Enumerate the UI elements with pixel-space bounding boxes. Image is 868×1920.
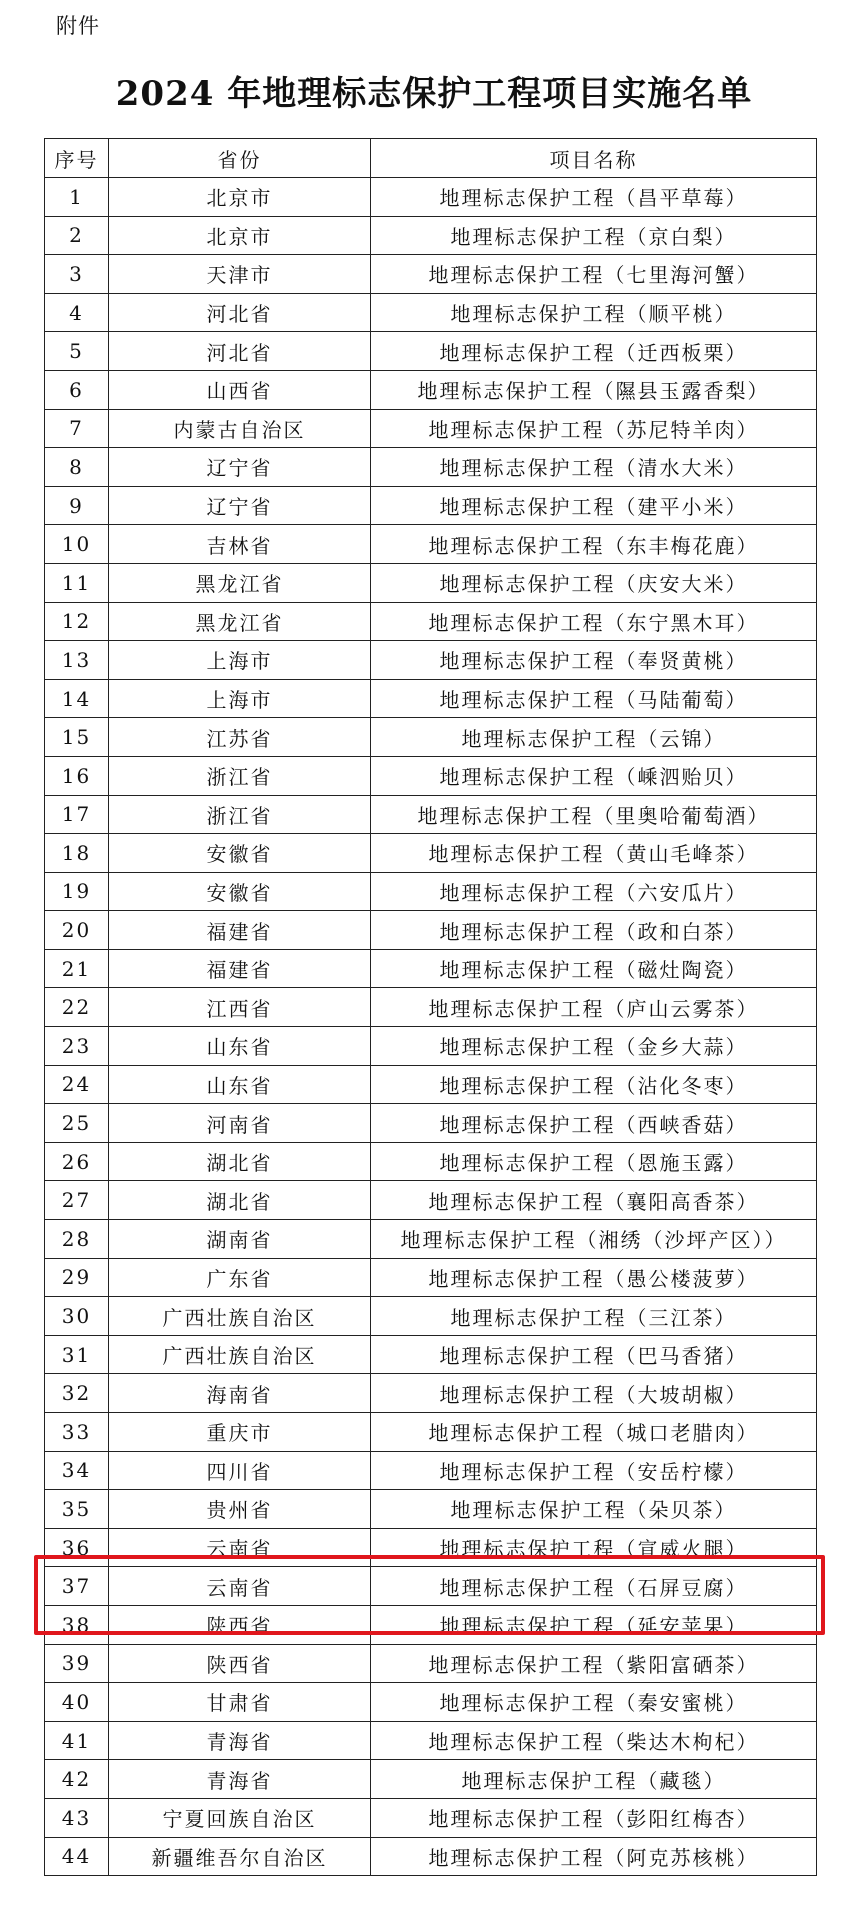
row-number: 29 <box>45 1258 109 1297</box>
row-province: 广西壮族自治区 <box>109 1297 371 1336</box>
row-province: 甘肃省 <box>109 1683 371 1722</box>
row-province: 四川省 <box>109 1451 371 1490</box>
row-project-name: 地理标志保护工程（京白梨） <box>371 216 817 255</box>
row-province: 海南省 <box>109 1374 371 1413</box>
row-province: 河南省 <box>109 1104 371 1143</box>
row-province: 云南省 <box>109 1567 371 1606</box>
header-serial-number: 序号 <box>45 139 109 178</box>
row-project-name: 地理标志保护工程（巴马香猪） <box>371 1335 817 1374</box>
row-number: 27 <box>45 1181 109 1220</box>
row-project-name: 地理标志保护工程（七里海河蟹） <box>371 255 817 294</box>
row-project-name: 地理标志保护工程（奉贤黄桃） <box>371 641 817 680</box>
row-project-name: 地理标志保护工程（里奥哈葡萄酒） <box>371 795 817 834</box>
row-province: 上海市 <box>109 641 371 680</box>
row-project-name: 地理标志保护工程（马陆葡萄） <box>371 679 817 718</box>
row-number: 43 <box>45 1798 109 1837</box>
table-row <box>45 795 817 834</box>
row-project-name: 地理标志保护工程（城口老腊肉） <box>371 1413 817 1452</box>
table-row <box>45 602 817 641</box>
table-row <box>45 1181 817 1220</box>
row-number: 2 <box>45 216 109 255</box>
row-number: 44 <box>45 1837 109 1876</box>
table-row <box>45 718 817 757</box>
table-row <box>45 1490 817 1529</box>
table-row <box>45 1721 817 1760</box>
row-number: 33 <box>45 1413 109 1452</box>
row-number: 1 <box>45 178 109 217</box>
row-project-name: 地理标志保护工程（湘绣（沙坪产区）） <box>371 1220 817 1259</box>
row-province: 安徽省 <box>109 834 371 873</box>
row-project-name: 地理标志保护工程（襄阳高香茶） <box>371 1181 817 1220</box>
table-row <box>45 409 817 448</box>
row-number: 13 <box>45 641 109 680</box>
row-province: 北京市 <box>109 216 371 255</box>
row-project-name: 地理标志保护工程（黄山毛峰茶） <box>371 834 817 873</box>
table-row <box>45 1760 817 1799</box>
table-row <box>45 255 817 294</box>
row-project-name: 地理标志保护工程（庆安大米） <box>371 563 817 602</box>
row-province: 青海省 <box>109 1760 371 1799</box>
row-project-name: 地理标志保护工程（石屏豆腐） <box>371 1567 817 1606</box>
row-project-name: 地理标志保护工程（东宁黑木耳） <box>371 602 817 641</box>
table-row <box>45 988 817 1027</box>
table-row <box>45 872 817 911</box>
row-number: 35 <box>45 1490 109 1529</box>
row-project-name: 地理标志保护工程（庐山云雾茶） <box>371 988 817 1027</box>
table-row <box>45 1297 817 1336</box>
row-province: 浙江省 <box>109 756 371 795</box>
row-number: 38 <box>45 1605 109 1644</box>
row-province: 辽宁省 <box>109 448 371 487</box>
table-row <box>45 911 817 950</box>
highlight-box-yunnan <box>34 1555 825 1635</box>
row-number: 28 <box>45 1220 109 1259</box>
table-row <box>45 834 817 873</box>
row-number: 15 <box>45 718 109 757</box>
row-project-name: 地理标志保护工程（苏尼特羊肉） <box>371 409 817 448</box>
row-province: 贵州省 <box>109 1490 371 1529</box>
table-row <box>45 178 817 217</box>
row-number: 19 <box>45 872 109 911</box>
row-number: 37 <box>45 1567 109 1606</box>
row-project-name: 地理标志保护工程（恩施玉露） <box>371 1142 817 1181</box>
row-project-name: 地理标志保护工程（宣威火腿） <box>371 1528 817 1567</box>
table-row <box>45 1837 817 1876</box>
table-row <box>45 563 817 602</box>
row-number: 11 <box>45 563 109 602</box>
row-number: 23 <box>45 1027 109 1066</box>
row-province: 青海省 <box>109 1721 371 1760</box>
row-project-name: 地理标志保护工程（柴达木枸杞） <box>371 1721 817 1760</box>
row-province: 河北省 <box>109 332 371 371</box>
row-number: 17 <box>45 795 109 834</box>
row-province: 黑龙江省 <box>109 563 371 602</box>
row-project-name: 地理标志保护工程（愚公楼菠萝） <box>371 1258 817 1297</box>
table-row <box>45 1142 817 1181</box>
row-province: 陕西省 <box>109 1644 371 1683</box>
row-number: 18 <box>45 834 109 873</box>
row-number: 9 <box>45 486 109 525</box>
table-row <box>45 1374 817 1413</box>
table-row <box>45 293 817 332</box>
row-province: 宁夏回族自治区 <box>109 1798 371 1837</box>
row-province: 重庆市 <box>109 1413 371 1452</box>
row-number: 7 <box>45 409 109 448</box>
row-number: 20 <box>45 911 109 950</box>
row-province: 福建省 <box>109 911 371 950</box>
row-number: 25 <box>45 1104 109 1143</box>
row-number: 39 <box>45 1644 109 1683</box>
row-number: 40 <box>45 1683 109 1722</box>
row-province: 山东省 <box>109 1027 371 1066</box>
row-number: 32 <box>45 1374 109 1413</box>
row-province: 山东省 <box>109 1065 371 1104</box>
row-number: 30 <box>45 1297 109 1336</box>
row-number: 8 <box>45 448 109 487</box>
table-row <box>45 1683 817 1722</box>
row-number: 31 <box>45 1335 109 1374</box>
table-row <box>45 1451 817 1490</box>
row-province: 浙江省 <box>109 795 371 834</box>
row-project-name: 地理标志保护工程（政和白茶） <box>371 911 817 950</box>
row-province: 湖北省 <box>109 1142 371 1181</box>
row-number: 24 <box>45 1065 109 1104</box>
row-number: 26 <box>45 1142 109 1181</box>
row-project-name: 地理标志保护工程（磁灶陶瓷） <box>371 949 817 988</box>
row-province: 广西壮族自治区 <box>109 1335 371 1374</box>
row-province: 天津市 <box>109 255 371 294</box>
row-project-name: 地理标志保护工程（彭阳红梅杏） <box>371 1798 817 1837</box>
row-project-name: 地理标志保护工程（六安瓜片） <box>371 872 817 911</box>
table-row <box>45 216 817 255</box>
row-province: 黑龙江省 <box>109 602 371 641</box>
row-project-name: 地理标志保护工程（清水大米） <box>371 448 817 487</box>
row-number: 14 <box>45 679 109 718</box>
row-number: 42 <box>45 1760 109 1799</box>
row-project-name: 地理标志保护工程（朵贝茶） <box>371 1490 817 1529</box>
table-row <box>45 949 817 988</box>
header-project-name: 项目名称 <box>371 139 817 178</box>
row-project-name: 地理标志保护工程（藏毯） <box>371 1760 817 1799</box>
row-project-name: 地理标志保护工程（隰县玉露香梨） <box>371 370 817 409</box>
row-province: 江西省 <box>109 988 371 1027</box>
table-row <box>45 1644 817 1683</box>
row-project-name: 地理标志保护工程（昌平草莓） <box>371 178 817 217</box>
row-number: 21 <box>45 949 109 988</box>
row-project-name: 地理标志保护工程（建平小米） <box>371 486 817 525</box>
table-row <box>45 486 817 525</box>
table-row <box>45 525 817 564</box>
table-row <box>45 641 817 680</box>
row-project-name: 地理标志保护工程（紫阳富硒茶） <box>371 1644 817 1683</box>
row-project-name: 地理标志保护工程（金乡大蒜） <box>371 1027 817 1066</box>
row-number: 6 <box>45 370 109 409</box>
row-project-name: 地理标志保护工程（沾化冬枣） <box>371 1065 817 1104</box>
row-province: 江苏省 <box>109 718 371 757</box>
row-project-name: 地理标志保护工程（迁西板栗） <box>371 332 817 371</box>
table-row <box>45 332 817 371</box>
row-number: 12 <box>45 602 109 641</box>
row-province: 广东省 <box>109 1258 371 1297</box>
row-number: 3 <box>45 255 109 294</box>
row-province: 北京市 <box>109 178 371 217</box>
row-province: 新疆维吾尔自治区 <box>109 1837 371 1876</box>
row-province: 上海市 <box>109 679 371 718</box>
row-project-name: 地理标志保护工程（阿克苏核桃） <box>371 1837 817 1876</box>
table-row <box>45 679 817 718</box>
row-project-name: 地理标志保护工程（嵊泗贻贝） <box>371 756 817 795</box>
row-project-name: 地理标志保护工程（顺平桃） <box>371 293 817 332</box>
row-number: 4 <box>45 293 109 332</box>
row-number: 34 <box>45 1451 109 1490</box>
table-row <box>45 1798 817 1837</box>
table-row <box>45 756 817 795</box>
row-project-name: 地理标志保护工程（三江茶） <box>371 1297 817 1336</box>
table-row <box>45 1220 817 1259</box>
row-number: 41 <box>45 1721 109 1760</box>
row-province: 辽宁省 <box>109 486 371 525</box>
row-province: 福建省 <box>109 949 371 988</box>
row-project-name: 地理标志保护工程（云锦） <box>371 718 817 757</box>
row-province: 吉林省 <box>109 525 371 564</box>
row-province: 云南省 <box>109 1528 371 1567</box>
table-row <box>45 370 817 409</box>
table-row <box>45 1413 817 1452</box>
row-province: 湖南省 <box>109 1220 371 1259</box>
row-number: 16 <box>45 756 109 795</box>
row-number: 10 <box>45 525 109 564</box>
row-number: 5 <box>45 332 109 371</box>
row-project-name: 地理标志保护工程（大坡胡椒） <box>371 1374 817 1413</box>
table-row <box>45 1104 817 1143</box>
table-row <box>45 1065 817 1104</box>
row-province: 陕西省 <box>109 1605 371 1644</box>
row-project-name: 地理标志保护工程（东丰梅花鹿） <box>371 525 817 564</box>
row-project-name: 地理标志保护工程（延安苹果） <box>371 1605 817 1644</box>
row-number: 22 <box>45 988 109 1027</box>
row-project-name: 地理标志保护工程（西峡香菇） <box>371 1104 817 1143</box>
row-province: 安徽省 <box>109 872 371 911</box>
table-row <box>45 448 817 487</box>
attachment-label: 附件 <box>56 14 100 38</box>
row-province: 山西省 <box>109 370 371 409</box>
row-number: 36 <box>45 1528 109 1567</box>
row-province: 河北省 <box>109 293 371 332</box>
table-row <box>45 1258 817 1297</box>
table-row <box>45 1027 817 1066</box>
header-province: 省份 <box>109 139 371 178</box>
row-province: 内蒙古自治区 <box>109 409 371 448</box>
row-project-name: 地理标志保护工程（安岳柠檬） <box>371 1451 817 1490</box>
row-project-name: 地理标志保护工程（秦安蜜桃） <box>371 1683 817 1722</box>
row-province: 湖北省 <box>109 1181 371 1220</box>
table-header-row <box>45 139 817 178</box>
document-title: 2024 年地理标志保护工程项目实施名单 <box>115 74 753 114</box>
table-row <box>45 1335 817 1374</box>
